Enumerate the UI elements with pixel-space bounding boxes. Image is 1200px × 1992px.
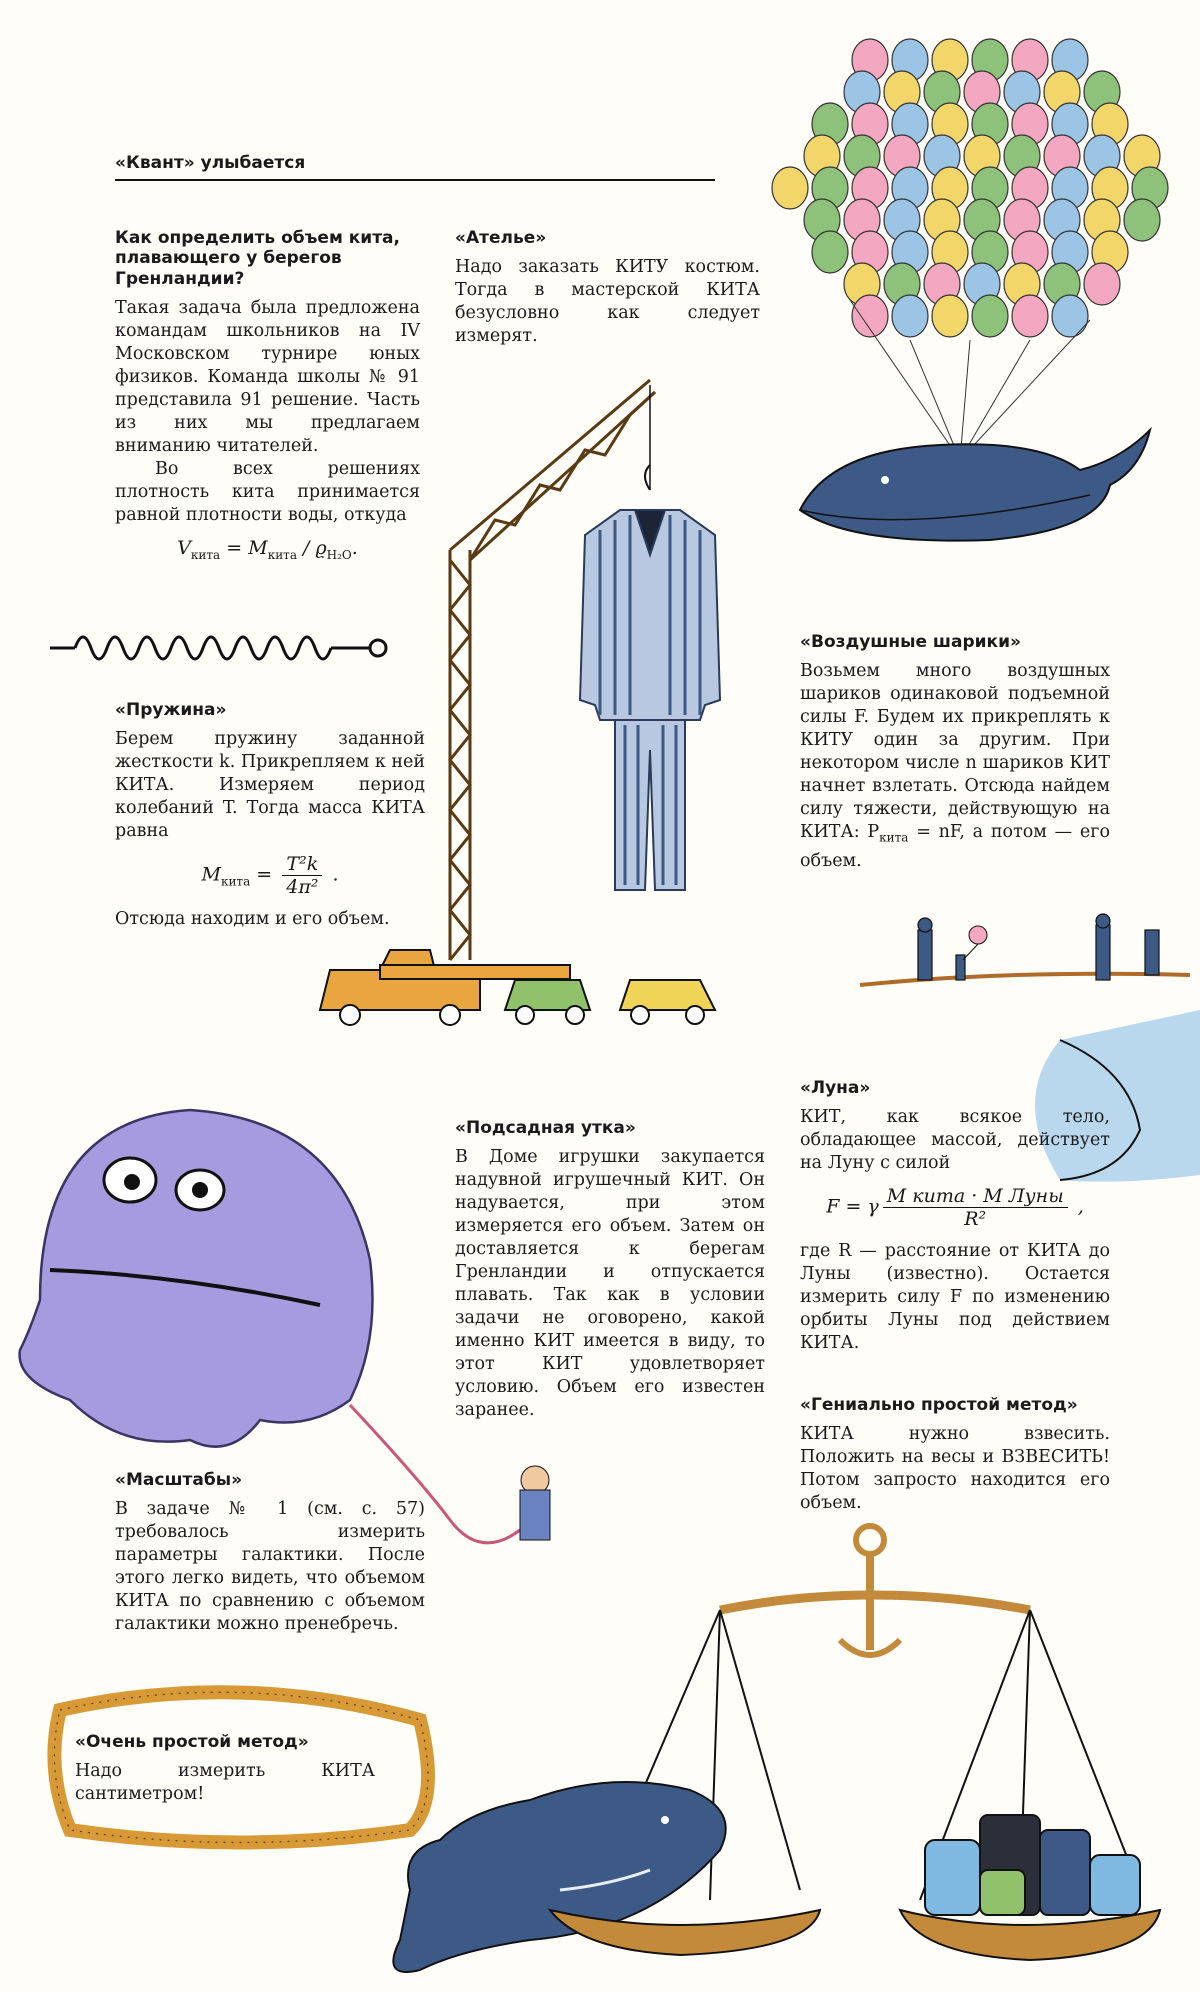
balloon	[772, 167, 808, 209]
rubric-header: «Квант» улыбается	[115, 153, 715, 181]
balloon	[1012, 295, 1048, 337]
balloon	[812, 231, 848, 273]
suit	[580, 510, 720, 890]
balloon-whale-illustration	[790, 40, 1190, 550]
genius-title: «Гениально простой метод»	[800, 1395, 1078, 1415]
weighing-scale-illustration	[380, 1510, 1200, 1980]
scale-title: «Масштабы»	[115, 1470, 243, 1490]
simple-section	[75, 1732, 375, 1806]
balloon	[972, 295, 1008, 337]
balloons-section	[800, 632, 1110, 873]
spring-text: Берем пружину заданной жесткости k. Прикрепляем к ней КИТА. Измеряем период колебаний T. Тогда масса КИТА равна	[115, 729, 426, 842]
intro-paragraph-1: Такая задача была предложена командам школьников на IV Московском турнире юных физиков. Команда школы № 91 представила 91 решение. Часть из них мы предлагаем вниманию читателей.	[115, 298, 420, 457]
balloon	[852, 295, 888, 337]
atelier-text: Надо заказать КИТУ костюм. Тогда в мастерской КИТА безусловно как следует измерят.	[455, 257, 760, 347]
moon-title: «Луна»	[800, 1078, 871, 1098]
weights	[925, 1815, 1140, 1915]
spring-conclusion: Отсюда находим и его объем.	[115, 909, 390, 930]
atelier-section	[455, 228, 760, 348]
atelier-title: «Ателье»	[455, 228, 547, 248]
balloon	[1084, 263, 1120, 305]
simple-text: Надо измерить КИТА сантиметром!	[75, 1761, 375, 1805]
spring-formula: $M_{кита}$ = $\frac{\text{T²k}}{\text{4π²}}$ .	[201, 853, 339, 899]
volume-formula: $V_{кита} = M_{кита} / ϱ_{H_2O}$.	[177, 537, 358, 562]
genius-section	[800, 1395, 1110, 1515]
scale-text: В задаче № 1 (см. с. 57) требовалось измерить параметры галактики. После этого легко видеть, что объемом КИТА по сравнению с объемом галактики можно пренебречь.	[115, 1499, 425, 1635]
moon-section	[800, 1078, 1110, 1355]
intro-paragraph-2: Во всех решениях плотность кита принимается равной плотности воды, откуда	[115, 459, 420, 526]
people-hill-illustration	[860, 905, 1190, 995]
balloon	[1124, 199, 1160, 241]
balloons-text: Возьмем много воздушных шариков одинаковой подъемной силы F. Будем их прикреплять к КИТУ один за другим. При некотором числе n шариков КИТ начнет взлетать. Отсюда найдем силу тяжести, действующую на КИТА: $P_{кита}$ = nF, а потом — его объем.	[800, 661, 1110, 871]
balloon	[1052, 295, 1088, 337]
spring-title: «Пружина»	[115, 700, 227, 720]
scale-section	[115, 1470, 425, 1636]
simple-title: «Очень простой метод»	[75, 1732, 309, 1752]
decoy-section	[455, 1118, 765, 1422]
crane-suit-illustration	[320, 370, 760, 1050]
decoy-text: В Доме игрушки закупается надувной игрушечный КИТ. Он надувается, при этом измеряется его объем. Затем он доставляется к берегам Гренландии и отпускается плавать. Так как в условии задачи не оговорено, какой именно КИТ имеется в виду, то этот КИТ удовлетворяет условию. Объем его известен заранее.	[455, 1147, 765, 1421]
moon-conclusion: где R — расстояние от КИТА до Луны (известно). Остается измерить силу F по изменению орбиты Луны под действием КИТА.	[800, 1241, 1110, 1354]
decoy-title: «Подсадная утка»	[455, 1118, 636, 1138]
balloon	[932, 295, 968, 337]
moon-formula: F = γ $\frac{\text{M кита · M Луны}}{\text{R²}}$ ,	[826, 1185, 1084, 1231]
intro-title: Как определить объем кита, плавающего у берегов Гренландии?	[115, 228, 400, 289]
moon-text: КИТ, как всякое тело, обладающее массой, действует на Луну с силой	[800, 1107, 1110, 1174]
cars	[320, 950, 715, 1025]
balloons-title: «Воздушные шарики»	[800, 632, 1021, 652]
balloon	[892, 295, 928, 337]
genius-text: КИТА нужно взвесить. Положить на весы и ВЗВЕСИТЬ! Потом запросто находится его объем.	[800, 1424, 1110, 1514]
